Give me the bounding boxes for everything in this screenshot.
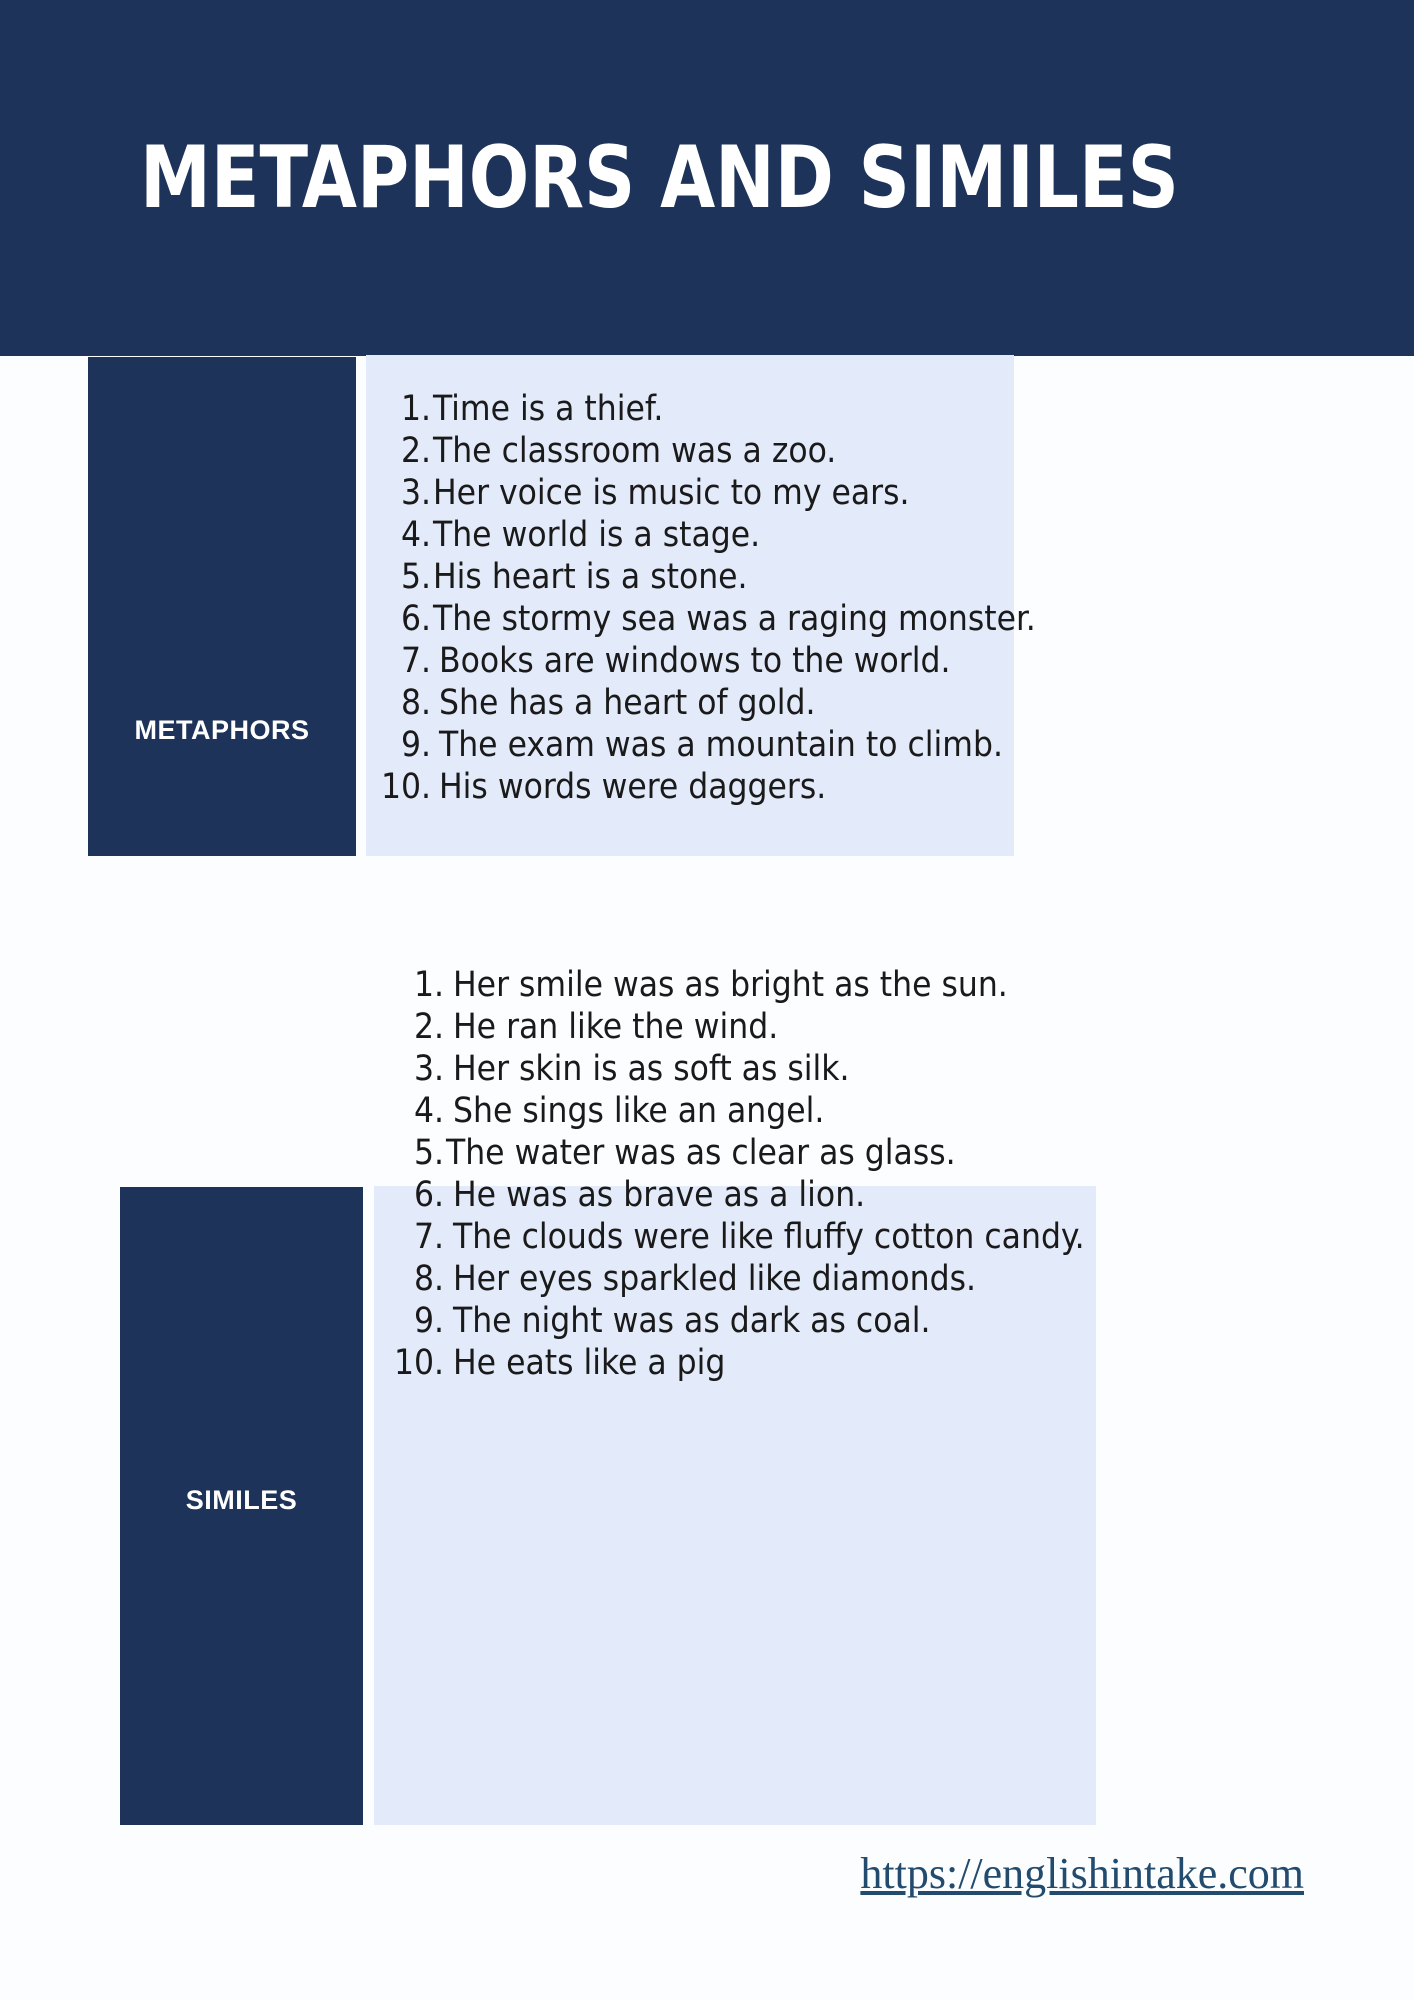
item-text: His words were daggers. xyxy=(439,767,827,807)
list-item xyxy=(365,682,1036,724)
item-number: 2. xyxy=(400,431,431,471)
list-item xyxy=(378,1258,1085,1300)
item-text: He was as brave as a lion. xyxy=(453,1175,866,1215)
list-item xyxy=(365,430,1036,472)
item-text: The night was as dark as coal. xyxy=(453,1301,931,1341)
similes-list xyxy=(378,964,1085,1384)
item-number: 8. xyxy=(413,1259,444,1299)
list-item xyxy=(378,1216,1085,1258)
item-text: The exam was a mountain to climb. xyxy=(439,725,1003,765)
item-number: 6. xyxy=(413,1175,444,1215)
item-text: His heart is a stone. xyxy=(433,557,748,597)
item-number: 7. xyxy=(400,641,431,681)
list-item xyxy=(378,1006,1085,1048)
list-item xyxy=(365,724,1036,766)
list-item xyxy=(378,1132,1085,1174)
item-number: 1. xyxy=(413,965,444,1005)
item-number: 10. xyxy=(393,1343,444,1383)
item-text: The classroom was a zoo. xyxy=(433,431,837,471)
item-number: 3. xyxy=(400,473,431,513)
metaphors-label: METAPHORS xyxy=(134,715,310,745)
item-text: Her skin is as soft as silk. xyxy=(453,1049,850,1089)
list-item xyxy=(378,1048,1085,1090)
similes-label: SIMILES xyxy=(185,1485,298,1515)
list-item xyxy=(365,472,1036,514)
item-text: Her smile was as bright as the sun. xyxy=(453,965,1008,1005)
header-banner xyxy=(0,0,1414,356)
item-text: Her voice is music to my ears. xyxy=(433,473,910,513)
item-text: He eats like a pig xyxy=(453,1343,726,1383)
list-item xyxy=(365,640,1036,682)
list-item xyxy=(365,556,1036,598)
item-number: 6. xyxy=(400,599,431,639)
list-item xyxy=(378,1174,1085,1216)
list-item xyxy=(365,598,1036,640)
list-item xyxy=(365,388,1036,430)
list-item xyxy=(378,1342,1085,1384)
metaphors-label-box xyxy=(88,357,356,856)
item-number: 7. xyxy=(413,1217,444,1257)
list-item xyxy=(378,1090,1085,1132)
item-number: 4. xyxy=(400,515,431,555)
item-text: The clouds were like fluffy cotton candy. xyxy=(453,1217,1085,1257)
item-number: 9. xyxy=(413,1301,444,1341)
item-number: 5. xyxy=(413,1133,444,1173)
item-text: Her eyes sparkled like diamonds. xyxy=(453,1259,976,1299)
item-number: 10. xyxy=(380,767,431,807)
item-text: The stormy sea was a raging monster. xyxy=(433,599,1036,639)
list-item xyxy=(365,766,1036,808)
item-text: Books are windows to the world. xyxy=(439,641,951,681)
item-number: 8. xyxy=(400,683,431,723)
item-text: Time is a thief. xyxy=(433,389,664,429)
item-number: 9. xyxy=(400,725,431,765)
list-item xyxy=(378,964,1085,1006)
item-number: 2. xyxy=(413,1007,444,1047)
item-number: 5. xyxy=(400,557,431,597)
item-text: She has a heart of gold. xyxy=(439,683,816,723)
list-item xyxy=(378,1300,1085,1342)
item-text: She sings like an angel. xyxy=(453,1091,825,1131)
metaphors-list xyxy=(365,388,1036,808)
item-number: 1. xyxy=(400,389,431,429)
page-title: METAPHORS AND SIMILES xyxy=(140,128,1179,228)
similes-label-box-lower xyxy=(120,1435,363,1825)
item-number: 3. xyxy=(413,1049,444,1089)
item-text: He ran like the wind. xyxy=(453,1007,779,1047)
list-item xyxy=(365,514,1036,556)
item-text: The world is a stage. xyxy=(433,515,761,555)
website-link[interactable]: https://englishintake.com xyxy=(860,1849,1304,1898)
item-number: 4. xyxy=(413,1091,444,1131)
similes-label-box xyxy=(120,1187,363,1435)
item-text: The water was as clear as glass. xyxy=(446,1133,956,1173)
